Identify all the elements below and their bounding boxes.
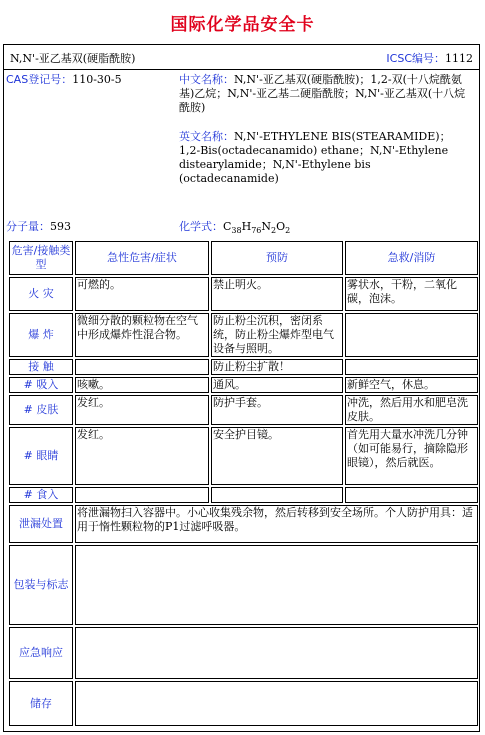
row-aid: 新鲜空气，休息。 bbox=[345, 377, 478, 393]
row-aid: 首先用大量水冲洗几分钟（如可能易行，摘除隐形眼镜），然后就医。 bbox=[345, 427, 478, 485]
row-aid: 雾状水，干粉，二氧化碳，泡沫。 bbox=[345, 277, 478, 311]
spill-row bbox=[9, 505, 478, 543]
formula-value: $C_{38}H_{76}N_2O_2$ bbox=[223, 220, 291, 236]
formula-label: 化学式： bbox=[179, 220, 223, 233]
row-label: 爆 炸 bbox=[9, 313, 73, 357]
emergency-text bbox=[75, 627, 478, 679]
cas-label: CAS登记号： bbox=[6, 73, 73, 86]
emergency-label: 应急响应 bbox=[9, 627, 73, 679]
cn-name-label: 中文名称： bbox=[179, 73, 234, 86]
row-prevention: 防止粉尘沉积，密闭系统，防止粉尘爆炸型电气设备与照明。 bbox=[211, 313, 343, 357]
header-prevention: 预防 bbox=[211, 241, 343, 275]
en-name-label: 英文名称： bbox=[179, 130, 234, 143]
hazard-table bbox=[7, 239, 480, 728]
chemical-name: N,N'-亚乙基双(硬脂酰胺) bbox=[10, 52, 136, 65]
row-hazard: 发红。 bbox=[75, 395, 209, 425]
cn-name-value: N,N'-亚乙基双(硬脂酰胺)；1,2-双(十八烷酰氨基)乙烷；N,N'-亚乙基二硬脂酰胺；N,N'-亚乙基双(十八烷酰胺) bbox=[179, 73, 466, 114]
icsc-number bbox=[386, 50, 473, 66]
row-prevention: 防护手套。 bbox=[211, 395, 343, 425]
chemical-formula bbox=[179, 220, 471, 238]
mw-value: 593 bbox=[50, 220, 71, 233]
packaging-label: 包装与标志 bbox=[9, 545, 73, 625]
table-header-row bbox=[9, 241, 478, 275]
icsc-value: 1112 bbox=[445, 52, 473, 65]
table-row bbox=[9, 277, 478, 311]
row-prevention: 安全护目镜。 bbox=[211, 427, 343, 485]
cas-value: 110-30-5 bbox=[72, 73, 122, 86]
molecular-weight bbox=[6, 220, 176, 234]
storage-text bbox=[75, 681, 478, 726]
row-label: # 食入 bbox=[9, 487, 73, 503]
card-header bbox=[4, 45, 479, 70]
chinese-name bbox=[179, 73, 471, 115]
table-row bbox=[9, 377, 478, 393]
storage-label: 储存 bbox=[9, 681, 73, 726]
row-aid bbox=[345, 487, 478, 503]
header-first-aid: 急救/消防 bbox=[345, 241, 478, 275]
spill-text: 将泄漏物扫入容器中。小心收集残余物，然后转移到安全场所。个人防护用具：适用于惰性颗粒物的P1过滤呼吸器。 bbox=[75, 505, 478, 543]
cas-number bbox=[6, 73, 176, 87]
row-aid: 冲洗，然后用水和肥皂洗皮肤。 bbox=[345, 395, 478, 425]
row-label: # 吸入 bbox=[9, 377, 73, 393]
en-name-value: N,N'-ETHYLENE BIS(STEARAMIDE)；1,2-Bis(octadecanamido) ethane；N,N'-Ethylene distearylamide；N,N'-Ethylene bis (octadecanamide) bbox=[179, 130, 451, 185]
row-hazard bbox=[75, 359, 209, 375]
row-prevention bbox=[211, 487, 343, 503]
english-name bbox=[179, 130, 471, 186]
packaging-row bbox=[9, 545, 478, 625]
table-row bbox=[9, 359, 478, 375]
storage-row bbox=[9, 681, 478, 726]
row-hazard bbox=[75, 487, 209, 503]
header-hazard: 急性危害/症状 bbox=[75, 241, 209, 275]
table-row bbox=[9, 427, 478, 485]
mw-label: 分子量： bbox=[6, 220, 50, 233]
row-label: 火 灾 bbox=[9, 277, 73, 311]
row-hazard: 咳嗽。 bbox=[75, 377, 209, 393]
row-label: # 皮肤 bbox=[9, 395, 73, 425]
row-label: 接 触 bbox=[9, 359, 73, 375]
row-label: # 眼睛 bbox=[9, 427, 73, 485]
row-aid bbox=[345, 313, 478, 357]
spill-label: 泄漏处置 bbox=[9, 505, 73, 543]
icsc-label: ICSC编号： bbox=[386, 52, 445, 65]
row-prevention: 禁止明火。 bbox=[211, 277, 343, 311]
card-title: 国际化学品安全卡 bbox=[170, 15, 315, 35]
header-type: 危害/接触类型 bbox=[9, 241, 73, 275]
row-prevention: 防止粉尘扩散！ bbox=[211, 359, 343, 375]
packaging-text bbox=[75, 545, 478, 625]
row-hazard: 可燃的。 bbox=[75, 277, 209, 311]
emergency-row bbox=[9, 627, 478, 679]
row-prevention: 通风。 bbox=[211, 377, 343, 393]
table-row bbox=[9, 313, 478, 357]
row-aid bbox=[345, 359, 478, 375]
table-row bbox=[9, 487, 478, 503]
card-frame bbox=[3, 44, 480, 732]
table-row bbox=[9, 395, 478, 425]
row-hazard: 发红。 bbox=[75, 427, 209, 485]
row-hazard: 微细分散的颗粒物在空气中形成爆炸性混合物。 bbox=[75, 313, 209, 357]
